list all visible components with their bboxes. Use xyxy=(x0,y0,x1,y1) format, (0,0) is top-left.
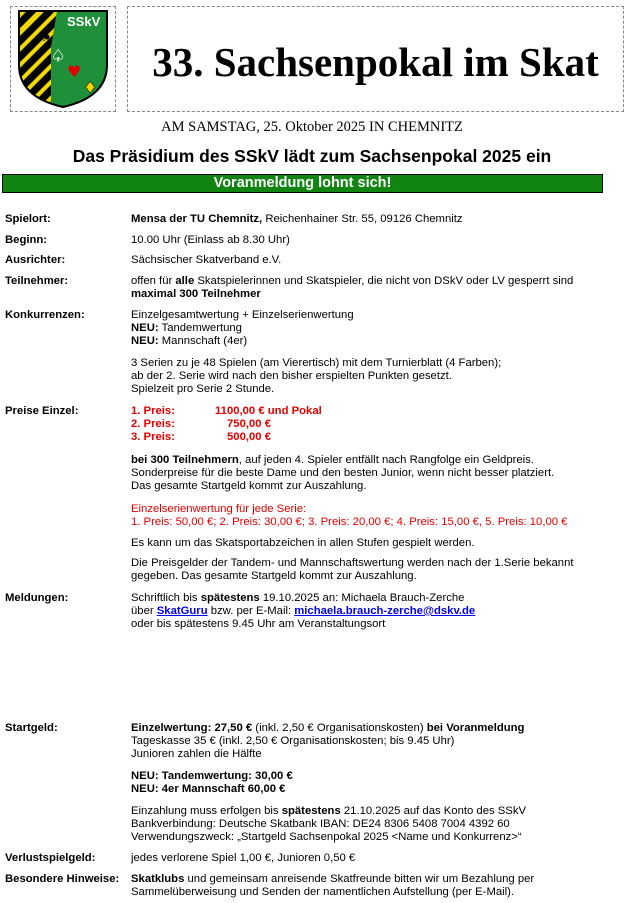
neu-label: NEU: xyxy=(131,322,159,334)
label-ausrichter: Ausrichter: xyxy=(5,254,66,266)
geldpreis-text: , auf jeden 4. Spieler entfällt nach Rangfolge ein Geldpreis. xyxy=(238,454,534,466)
label-hinweise: Besondere Hinweise: xyxy=(5,873,120,885)
mannschaft-fee: NEU: 4er Mannschaft 60,00 € xyxy=(131,783,286,795)
invitation-heading: Das Präsidium des SSkV lädt zum Sachsenpokal 2025 ein xyxy=(72,146,552,166)
value-konkurrenzen xyxy=(131,309,616,348)
svg-text:SSkV: SSkV xyxy=(67,14,101,29)
tandem-text: Tandemwertung xyxy=(158,322,242,334)
venue-name: Mensa der TU Chemnitz, xyxy=(131,213,263,225)
meldung-spaetestens: spätestens xyxy=(200,592,260,604)
einzahlung-info xyxy=(131,805,616,844)
sskv-shield-icon xyxy=(11,7,115,111)
value-beginn: 10.00 Uhr (Einlass ab 8.30 Uhr) xyxy=(131,234,290,246)
teilnehmer-text-3: Skatspielerinnen und Skatspieler, die nicht von DSkV oder LV gesperrt sind xyxy=(194,275,574,287)
page-title: 33. Sachsenpokal im Skat xyxy=(152,39,599,85)
prize-amount: 500,00 € xyxy=(227,431,271,443)
bankverbindung: Bankverbindung: Deutsche Skatbank IBAN: DE24 8306 5408 7004 4392 60 xyxy=(131,818,510,830)
prize-list xyxy=(131,405,616,444)
value-ausrichter: Sächsischer Skatverband e.V. xyxy=(131,254,282,266)
teilnehmer-max: maximal 300 Teilnehmer xyxy=(131,288,261,300)
label-spielort: Spielort: xyxy=(5,213,51,225)
title-box xyxy=(127,6,624,112)
label-teilnehmer: Teilnehmer: xyxy=(5,275,69,287)
email-link[interactable]: michaela.brauch-zerche@dskv.de xyxy=(294,605,476,617)
konkurrenz-mannschaft xyxy=(131,335,616,348)
value-meldungen xyxy=(131,592,616,631)
value-spielort xyxy=(131,213,616,226)
label-meldungen: Meldungen: xyxy=(5,592,69,604)
prize-place: 2. Preis: xyxy=(131,418,175,430)
einzelwertung-inkl: (inkl. 2,50 € Organisationskosten) xyxy=(252,722,427,734)
tandem-preise-line-2: gegeben. Das gesamte Startgeld kommt zur Auszahlung. xyxy=(131,570,417,582)
label-verlustspielgeld: Verlustspielgeld: xyxy=(5,852,96,864)
einzelwertung-fee: Einzelwertung: 27,50 € xyxy=(131,722,253,734)
teilnehmer-300: bei 300 Teilnehmern xyxy=(131,454,239,466)
hinweise-text-1: und gemeinsam anreisende Skatfreunde bitten wir um Bezahlung per xyxy=(184,873,535,885)
svg-text:♣: ♣ xyxy=(37,26,52,45)
label-beginn: Beginn: xyxy=(5,234,48,246)
event-date: AM SAMSTAG, 25. Oktober 2025 IN CHEMNITZ xyxy=(161,119,463,135)
prize-place: 3. Preis: xyxy=(131,431,175,443)
skatklubs-text: Skatklubs xyxy=(131,873,185,885)
serien-line-1: 3 Serien zu je 48 Spielen (am Vierertisch) mit dem Turnierblatt (4 Farben); xyxy=(131,357,502,369)
label-preise: Preise Einzel: xyxy=(5,405,79,417)
voranmeldung-text: bei Voranmeldung xyxy=(426,722,525,734)
value-verlustspielgeld: jedes verlorene Spiel 1,00 €, Junioren 0,50 € xyxy=(131,852,356,864)
svg-text:♠: ♠ xyxy=(51,46,66,65)
tandem-preise-info xyxy=(131,557,616,583)
mannschaft-text: Mannschaft (4er) xyxy=(158,335,248,347)
tandem-preise-line-1: Die Preisgelder der Tandem- und Mannschaftswertung werden nach der 1.Serie bekannt xyxy=(131,557,574,569)
prize-amount: 750,00 € xyxy=(227,418,271,430)
teilnehmer-text-1: offen für xyxy=(131,275,176,287)
neu-fees xyxy=(131,770,616,796)
header xyxy=(10,6,612,114)
serienwertung xyxy=(131,503,616,529)
serienwertung-prizes: 1. Preis: 50,00 €; 2. Preis: 30,00 €; 3. Preis: 20,00 €; 4. Preis: 15,00 €, 5. Preis: 10,00 € xyxy=(131,516,568,528)
einzahlung-text: Einzahlung muss erfolgen bis xyxy=(131,805,282,817)
svg-text:♥: ♥ xyxy=(67,62,82,81)
sskv-logo xyxy=(10,6,116,112)
meldung-ueber: über xyxy=(131,605,157,617)
konkurrenz-tandem xyxy=(131,322,616,335)
value-teilnehmer xyxy=(131,275,616,301)
verwendungszweck: Verwendungszweck: „Startgeld Sachsenpokal 2025 <Name und Konkurrenz>“ xyxy=(131,831,522,843)
preregistration-banner: Voranmeldung lohnt sich! xyxy=(2,174,603,193)
serienwertung-heading: Einzelserienwertung für jede Serie: xyxy=(131,503,307,515)
venue-address: Reichenhainer Str. 55, 09126 Chemnitz xyxy=(262,213,463,225)
value-hinweise xyxy=(131,873,616,899)
meldung-email-text: bzw. per E-Mail: xyxy=(207,605,295,617)
tageskasse-text: Tageskasse 35 € (inkl. 2,50 € Organisationskosten; bis 9.45 Uhr) xyxy=(131,735,455,747)
einzahlung-deadline: 21.10.2025 auf das Konto des SSkV xyxy=(340,805,527,817)
value-startgeld xyxy=(131,722,616,761)
prize-place: 1. Preis: xyxy=(131,405,175,417)
serien-line-2: ab der 2. Serie wird nach den bisher erspielten Punkten gesetzt. xyxy=(131,370,452,382)
auszahlung-text: Das gesamte Startgeld kommt zur Auszahlung. xyxy=(131,480,367,492)
label-konkurrenzen: Konkurrenzen: xyxy=(5,309,85,321)
prize-1 xyxy=(131,405,616,418)
abzeichen-text: Es kann um das Skatsportabzeichen in allen Stufen gespielt werden. xyxy=(131,537,475,549)
meldung-text-1: Schriftlich bis xyxy=(131,592,201,604)
serien-info xyxy=(131,357,616,396)
einzahlung-spaetestens: spätestens xyxy=(281,805,341,817)
tandem-fee: NEU: Tandemwertung: 30,00 € xyxy=(131,770,293,782)
hinweise-text-2: Sammelüberweisung und Senden der namentlichen Aufstellung (per E-Mail). xyxy=(131,886,515,898)
konkurrenz-einzel: Einzelgesamtwertung + Einzelserienwertung xyxy=(131,309,354,321)
preise-info xyxy=(131,454,616,493)
label-startgeld: Startgeld: xyxy=(5,722,58,734)
serien-line-3: Spielzeit pro Serie 2 Stunde. xyxy=(131,383,275,395)
neu-label: NEU: xyxy=(131,335,159,347)
prize-amount: 1100,00 € und Pokal xyxy=(215,405,322,417)
meldung-vor-ort: oder bis spätestens 9.45 Uhr am Veranstaltungsort xyxy=(131,618,386,630)
meldung-deadline: 19.10.2025 an: Michaela Brauch-Zerche xyxy=(259,592,465,604)
skatguru-link[interactable]: SkatGuru xyxy=(156,605,208,617)
sonderpreise-text: Sonderpreise für die beste Dame und den besten Junior, wenn nicht besser platziert. xyxy=(131,467,555,479)
prize-2 xyxy=(131,418,616,431)
junioren-text: Junioren zahlen die Hälfte xyxy=(131,748,262,760)
teilnehmer-alle: alle xyxy=(175,275,195,287)
prize-3 xyxy=(131,431,616,444)
svg-text:♦: ♦ xyxy=(83,78,98,97)
